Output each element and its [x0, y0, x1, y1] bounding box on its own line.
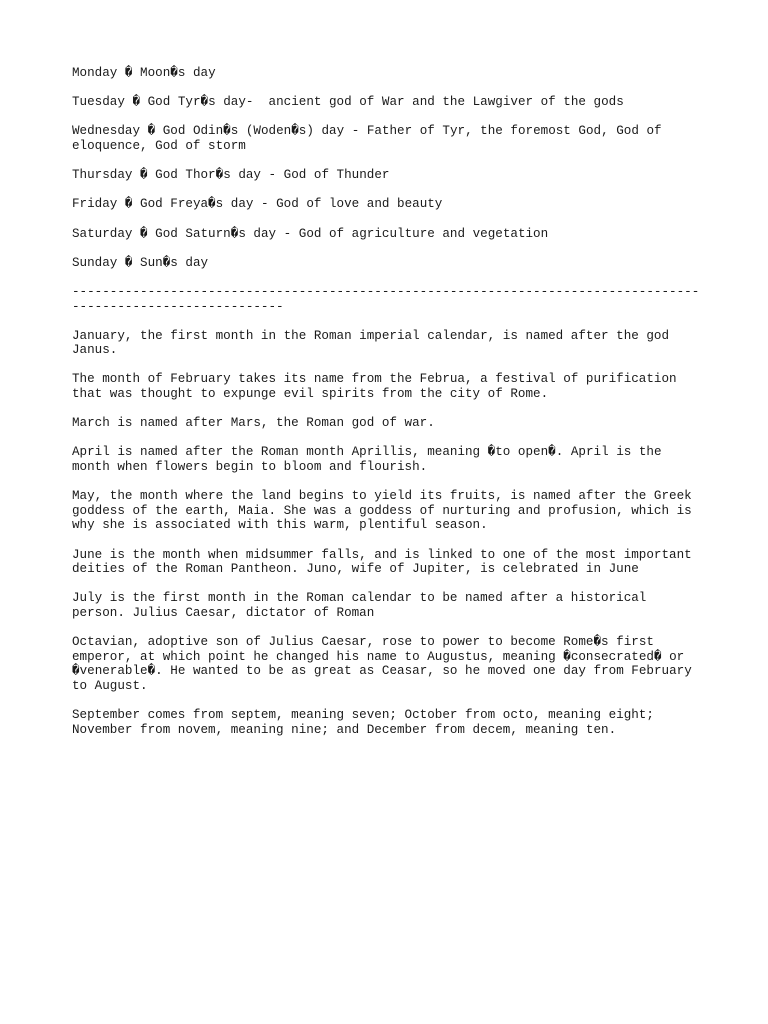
day-tuesday: Tuesday � God Tyr�s day- ancient god of War and the Lawgiver of the gods	[72, 95, 624, 110]
month-january: January, the first month in the Roman imperial calendar, is named after the god Janus.	[72, 328, 677, 358]
month-may: May, the month where the land begins to yield its fruits, is named after the Greek goddess of the earth, Maia. She was a goddess of nurturing and profusion, which is why she is associated with this warm, plentiful season.	[72, 489, 700, 533]
document-page	[72, 66, 702, 752]
month-september-december: September comes from septem, meaning seven; October from octo, meaning eight; November from novem, meaning nine; and December from decem, meaning ten.	[72, 708, 662, 737]
month-june: June is the month when midsummer falls, and is linked to one of the most important deities of the Roman Pantheon. Juno, wife of Jupiter, is celebrated in June	[72, 547, 700, 577]
day-sunday: Sunday � Sun�s day	[72, 255, 209, 270]
day-wednesday: Wednesday � God Odin�s (Woden�s) day - Father of Tyr, the foremost God, God of eloquence, God of storm	[72, 124, 670, 153]
day-saturday: Saturday � God Saturn�s day - God of agriculture and vegetation	[72, 226, 549, 241]
day-friday: Friday � God Freya�s day - God of love and beauty	[72, 197, 443, 212]
day-thursday: Thursday � God Thor�s day - God of Thunder	[72, 168, 390, 183]
month-july: July is the first month in the Roman calendar to be named after a historical person. Julius Caesar, dictator of Roman	[72, 591, 654, 620]
month-august: Octavian, adoptive son of Julius Caesar, rose to power to become Rome�s first emperor, at which point he changed his name to Augustus, meaning �consecrated� or �venerable�. He wanted to be as great as Ceasar, so he moved one day from February to August.	[72, 635, 700, 693]
dashed-divider: ---------------------------------------------------------------------------------------------------------------	[72, 284, 700, 314]
month-march: March is named after Mars, the Roman god of war.	[72, 416, 435, 431]
day-monday: Monday � Moon�s day	[72, 66, 216, 80]
month-april: April is named after the Roman month Aprillis, meaning �to open�. April is the month when flowers begin to bloom and flourish.	[72, 445, 670, 475]
month-february: The month of February takes its name from the Februa, a festival of purification that was thought to expunge evil spirits from the city of Rome.	[72, 372, 685, 402]
